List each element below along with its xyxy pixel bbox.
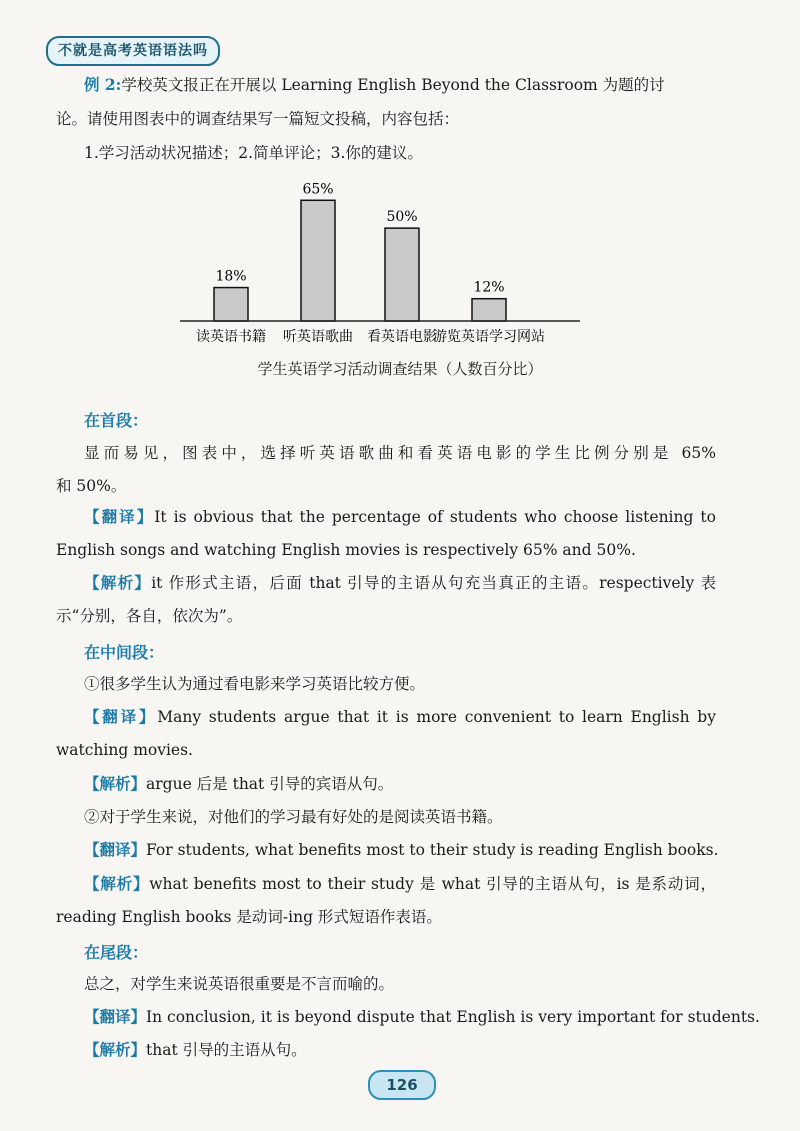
p4-analysis-text: that 引导的主语从句。 <box>146 1041 307 1059</box>
p1-chinese-1: 显而易见，图表中，选择听英语歌曲和看英语电影的学生比例分别是 65% <box>84 444 716 462</box>
data-label-0: 18% <box>215 268 247 285</box>
p1-analysis-text-1: it 作形式主语，后面 that 引导的主语从句充当真正的主语。respectively 表 <box>151 574 716 592</box>
data-label-2: 50% <box>386 209 418 226</box>
category-label-0: 读英语书籍 <box>196 329 266 345</box>
section-heading-middle: 在中间段： <box>84 643 165 662</box>
p4-translation-text: In conclusion, it is beyond dispute that English is very important for students. <box>146 1008 760 1026</box>
data-label-3: 12% <box>473 279 505 296</box>
p2-translation-text-1: Many students argue that it is more convenient to learn English by <box>157 708 716 726</box>
example-label: 例 2: <box>84 75 122 94</box>
analysis-tag: 【解析】 <box>84 574 152 592</box>
bar-3 <box>472 299 506 321</box>
p1-analysis-2: 示“分别，各自，依次为”。 <box>56 607 243 625</box>
analysis-tag: 【解析】 <box>84 875 150 893</box>
p4-chinese: 总之，对学生来说英语很重要是不言而喻的。 <box>84 975 395 993</box>
p3-analysis-text-1: what benefits most to their study 是 what 引导的主语从句，is 是系动词， <box>149 875 716 893</box>
p4-translation <box>84 1006 760 1028</box>
category-label-1: 听英语歌曲 <box>283 329 353 345</box>
intro-line-1 <box>84 74 716 96</box>
intro-text-1: 学校英文报正在开展以 Learning English Beyond the Classroom 为题的讨 <box>121 76 665 94</box>
page-number: 126 <box>368 1070 436 1100</box>
p2-analysis <box>84 773 716 795</box>
p1-translation-text-1: It is obvious that the percentage of students who choose listening to <box>154 508 716 526</box>
p3-translation-text: For students, what benefits most to their study is reading English books. <box>146 841 719 859</box>
p1-translation-2: English songs and watching English movies is respectively 65% and 50%. <box>56 541 636 559</box>
intro-line-3: 1.学习活动状况描述；2.简单评论；3.你的建议。 <box>84 144 423 162</box>
survey-bar-chart <box>140 176 600 356</box>
p3-analysis-1 <box>84 873 716 895</box>
p1-analysis-1 <box>84 572 716 594</box>
data-label-1: 65% <box>302 181 334 198</box>
p4-analysis <box>84 1039 716 1061</box>
translation-tag: 【翻译】 <box>84 1008 147 1026</box>
analysis-tag: 【解析】 <box>84 1041 147 1059</box>
translation-tag: 【翻译】 <box>84 708 158 726</box>
book-series-badge: 不就是高考英语语法吗 <box>46 36 220 66</box>
chart-caption: 学生英语学习活动调查结果（人数百分比） <box>257 360 543 378</box>
p2-analysis-text: argue 后是 that 引导的宾语从句。 <box>146 775 394 793</box>
bar-1 <box>301 200 335 321</box>
category-label-2: 看英语电影 <box>367 329 437 345</box>
analysis-tag: 【解析】 <box>84 775 147 793</box>
intro-line-2: 论。请使用图表中的调查结果写一篇短文投稿，内容包括： <box>56 110 460 128</box>
p2-translation-2: watching movies. <box>56 741 193 759</box>
section-heading-first: 在首段： <box>84 411 149 430</box>
bar-0 <box>214 288 248 321</box>
category-label-3: 游览英语学习网站 <box>433 329 545 345</box>
p2-translation-1 <box>84 706 716 728</box>
p2-chinese: ①很多学生认为通过看电影来学习英语比较方便。 <box>84 675 426 693</box>
p3-chinese: ②对于学生来说，对他们的学习最有好处的是阅读英语书籍。 <box>84 808 503 826</box>
bar-2 <box>385 228 419 321</box>
p3-analysis-2: reading English books 是动词-ing 形式短语作表语。 <box>56 908 442 926</box>
p3-translation <box>84 839 719 861</box>
translation-tag: 【翻译】 <box>84 508 155 526</box>
translation-tag: 【翻译】 <box>84 841 147 859</box>
section-heading-last: 在尾段： <box>84 943 149 962</box>
p1-chinese-2: 和 50%。 <box>56 477 127 495</box>
p1-translation-1 <box>84 506 716 528</box>
